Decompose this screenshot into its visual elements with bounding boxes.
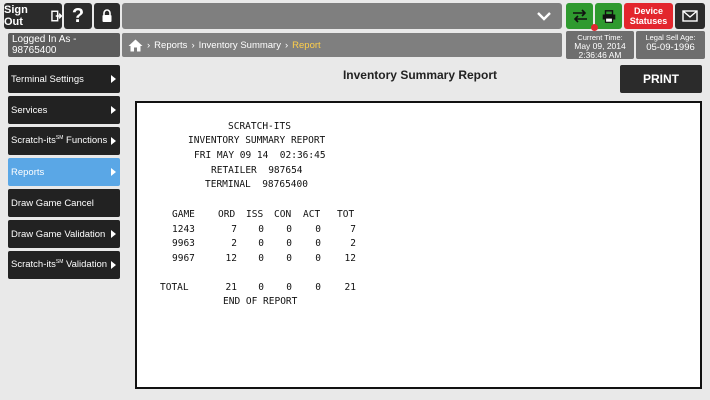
- legal-sell-age-value: 05-09-1996: [646, 42, 695, 53]
- table-cell: 0: [315, 224, 321, 235]
- table-cell: 0: [286, 238, 292, 249]
- chevron-right-icon: [111, 230, 116, 238]
- lock-button[interactable]: [94, 3, 120, 29]
- breadcrumb-report: Report: [292, 39, 321, 51]
- sidebar-item-label: Services: [11, 104, 48, 116]
- table-cell: 2: [231, 238, 237, 249]
- sidebar-item-label: Scratch-its℠ Functions: [11, 135, 108, 147]
- table-cell: 0: [258, 253, 264, 264]
- table-cell: 0: [315, 238, 321, 249]
- table-cell: 12: [344, 253, 356, 264]
- breadcrumb: [122, 33, 562, 57]
- sidebar-item-label: Scratch-its℠ Validation: [11, 259, 108, 271]
- sync-button[interactable]: [566, 3, 593, 29]
- total-cell: 21: [225, 282, 237, 293]
- sidebar-item-draw-game-cancel[interactable]: [8, 189, 120, 217]
- total-cell: 0: [286, 282, 292, 293]
- table-cell: 9963: [172, 238, 195, 249]
- report-header-line: TERMINAL 98765400: [205, 179, 308, 190]
- report-panel: [135, 101, 702, 389]
- sidebar-item-label: Draw Game Validation: [11, 228, 106, 240]
- sidebar-item-reports[interactable]: [8, 158, 120, 186]
- device-statuses-line1: Device: [633, 6, 664, 16]
- table-cell: 0: [258, 224, 264, 235]
- column-header: TOT: [337, 209, 355, 220]
- table-cell: 1243: [172, 224, 195, 235]
- print-button[interactable]: PRINT: [620, 65, 702, 93]
- sync-arrows-icon: [572, 9, 588, 23]
- table-cell: 7: [231, 224, 237, 235]
- total-cell: 0: [315, 282, 321, 293]
- sidebar-item-draw-game-validation[interactable]: [8, 220, 120, 248]
- table-cell: 0: [315, 253, 321, 264]
- end-of-report: END OF REPORT: [223, 296, 298, 307]
- report-header-line: INVENTORY SUMMARY REPORT: [188, 135, 326, 146]
- table-cell: 0: [258, 238, 264, 249]
- breadcrumb-inventory-summary[interactable]: Inventory Summary: [198, 39, 281, 51]
- sidebar-item-label: Draw Game Cancel: [11, 197, 94, 209]
- page-title: Inventory Summary Report: [342, 68, 498, 82]
- chevron-down-icon: [536, 8, 552, 24]
- table-cell: 12: [225, 253, 237, 264]
- legal-sell-age-box: [636, 31, 705, 59]
- chevron-right-icon: [111, 75, 116, 83]
- printer-alert-dot: [591, 24, 598, 31]
- sidebar-item-label: Terminal Settings: [11, 73, 84, 85]
- logged-in-status: Logged In As - 98765400: [8, 33, 120, 57]
- help-button[interactable]: [64, 3, 92, 29]
- sign-out-button[interactable]: [4, 3, 62, 29]
- report-header-line: SCRATCH-ITS: [228, 121, 291, 132]
- legal-sell-age-label: Legal Sell Age:: [645, 33, 696, 42]
- breadcrumb-sep-icon: ›: [284, 39, 289, 51]
- column-header: GAME: [172, 209, 195, 220]
- sign-out-icon: [51, 10, 62, 22]
- current-time: 2:36:46 AM: [578, 50, 622, 60]
- sidebar-item-scratch-its-validation[interactable]: [8, 251, 120, 279]
- table-cell: 7: [350, 224, 356, 235]
- column-header: ISS: [246, 209, 264, 220]
- help-icon: ?: [71, 4, 85, 27]
- device-statuses-button[interactable]: [624, 3, 673, 29]
- total-label: TOTAL: [160, 282, 189, 293]
- report-header-line: RETAILER 987654: [211, 165, 303, 176]
- table-cell: 0: [286, 224, 292, 235]
- report-header-line: FRI MAY 09 14 02:36:45: [194, 150, 326, 161]
- mail-icon: [682, 10, 698, 22]
- current-date: May 09, 2014: [574, 41, 626, 51]
- column-header: ACT: [303, 209, 321, 220]
- chevron-right-icon: [111, 261, 116, 269]
- current-time-label: Current Time:: [577, 33, 623, 42]
- current-time-box: [566, 31, 634, 59]
- lock-icon: [101, 9, 113, 23]
- chevron-right-icon: [111, 168, 116, 176]
- chevron-right-icon: [111, 106, 116, 114]
- breadcrumb-sep-icon: ›: [147, 39, 151, 51]
- table-cell: 0: [286, 253, 292, 264]
- breadcrumb-sep-icon: ›: [191, 39, 195, 51]
- sidebar-item-scratch-its-functions[interactable]: [8, 127, 120, 155]
- sidebar-item-label: Reports: [11, 166, 45, 178]
- messages-button[interactable]: [675, 3, 705, 29]
- total-cell: 21: [344, 282, 356, 293]
- printer-icon: [602, 10, 616, 23]
- sidebar-item-terminal-settings[interactable]: [8, 65, 120, 93]
- column-header: ORD: [218, 209, 236, 220]
- printer-button[interactable]: [595, 3, 622, 29]
- sign-out-label: Sign Out: [4, 4, 28, 28]
- table-cell: 2: [350, 238, 356, 249]
- device-statuses-line2: Statuses: [629, 16, 668, 26]
- breadcrumb-reports[interactable]: Reports: [154, 39, 188, 51]
- total-cell: 0: [258, 282, 264, 293]
- notification-dropdown[interactable]: [122, 3, 562, 29]
- home-icon[interactable]: [128, 39, 143, 52]
- chevron-right-icon: [111, 137, 116, 145]
- sidebar-item-services[interactable]: [8, 96, 120, 124]
- column-header: CON: [274, 209, 292, 220]
- table-cell: 9967: [172, 253, 195, 264]
